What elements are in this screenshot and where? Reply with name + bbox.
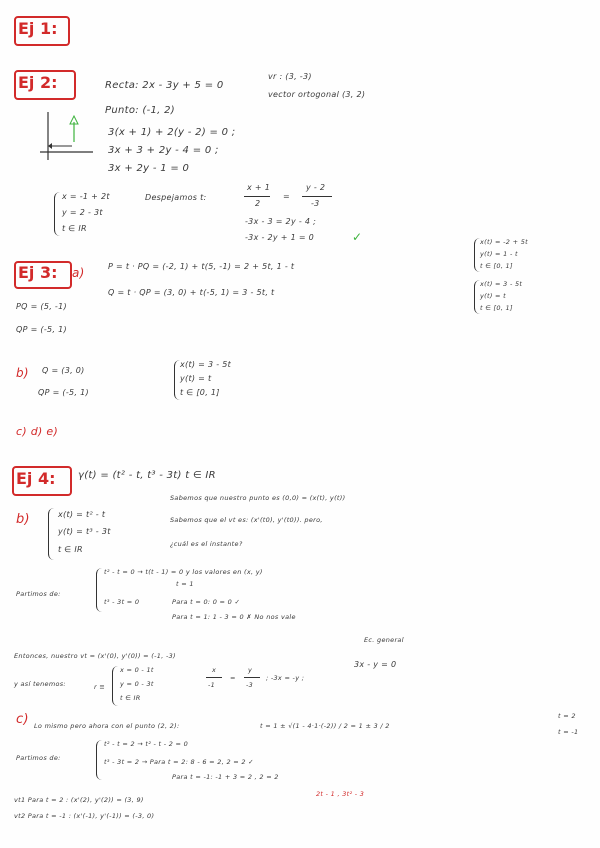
ej3-part-b: b)	[16, 366, 29, 380]
ej3-part-a: a)	[72, 266, 85, 280]
ej2-param-y: y = 2 - 3t	[62, 208, 103, 217]
ej4-note2: Sabemos que el vt es: (x'(t0), y'(t0)). pero,	[170, 516, 323, 524]
ej2-eq2: 3x + 3 + 2y - 4 = 0 ;	[108, 145, 219, 156]
ej3-heading: Ej 3:	[18, 263, 58, 282]
ej4-sys-y: y(t) = t³ - 3t	[58, 527, 111, 536]
ej4-r-result: ; -3x = -y ;	[266, 674, 305, 682]
ej4-r-equals: =	[230, 674, 236, 682]
ej4-ecuacion-general-label: Ec. general	[364, 636, 404, 644]
ej4-cond2: t³ - 3t = 0	[104, 598, 140, 606]
ej4-c-eq3: Para t = -1: -1 + 3 = 2 , 2 = 2	[172, 773, 279, 781]
ej3-b-t: t ∈ [0, 1]	[180, 388, 220, 397]
ej4-c-formula: t = 1 ± √(1 - 4·1·(-2)) / 2 = 1 ± 3 / 2	[260, 722, 390, 730]
ej2-step1: -3x - 3 = 2y - 4 ;	[245, 217, 317, 226]
ej4-r-brace	[112, 666, 118, 706]
ej2-heading: Ej 2:	[18, 73, 58, 92]
ej4-c-eq1: t² - t = 2 → t² - t - 2 = 0	[104, 740, 189, 748]
ej4-note1: Sabemos que nuestro punto es (0,0) = (x(t), y(t))	[170, 494, 346, 502]
ej4-cond1b: t = 1	[176, 580, 194, 588]
ej4-r-label: r ≡	[94, 683, 106, 691]
ej4-derivative: 2t - 1 , 3t² - 3	[316, 790, 365, 798]
ej4-c-brace	[96, 740, 103, 780]
ej4-sys-t: t ∈ IR	[58, 545, 83, 554]
ej4-cond-brace	[96, 568, 103, 612]
ej4-c-t1: t = 2	[558, 712, 576, 720]
ej4-part-b: b)	[16, 512, 30, 527]
ej4-sys-brace	[48, 508, 55, 560]
ej4-para1: Para t = 1: 1 - 3 = 0 ✗ No nos vale	[172, 613, 296, 621]
ej2-param-brace	[54, 192, 61, 236]
ej2-param-t: t ∈ IR	[62, 224, 87, 233]
ej3-b-y: y(t) = t	[180, 374, 212, 383]
ej4-vt2: vt2 Para t = -1 : (x'(-1), y'(-1)) = (-3, 0)	[14, 812, 155, 820]
ej4-note3: ¿cuál es el instante?	[170, 540, 243, 548]
ej2-frac-left-bar	[244, 196, 270, 197]
ej3-b-x: x(t) = 3 - 5t	[180, 360, 232, 369]
ej2-frac-left-num: x + 1	[247, 183, 271, 192]
ej4-r-frac1-num: x	[212, 666, 217, 674]
ej3-QP: QP = (-5, 1)	[16, 325, 67, 334]
ej4-partimos: Partimos de:	[16, 590, 61, 598]
ej4-heading: Ej 4:	[16, 469, 56, 488]
ej1-heading: Ej 1:	[18, 19, 58, 38]
ej2-punto: Punto: (-1, 2)	[105, 105, 175, 116]
ej2-axes-sketch	[38, 110, 98, 165]
ej2-despejamos: Despejamos t:	[145, 193, 207, 202]
ej4-r-frac1-bar	[206, 677, 222, 678]
ej3-side2-x: x(t) = 3 - 5t	[480, 280, 523, 288]
ej2-vector-ortogonal: vector ortogonal (3, 2)	[268, 90, 366, 99]
ej3-Q-b: Q = (3, 0)	[42, 366, 85, 375]
ej2-frac-right-bar	[302, 196, 332, 197]
ej4-r-frac2-bar	[244, 677, 260, 678]
ej3-Q-line: Q = t · QP = (3, 0) + t(-5, 1) = 3 - 5t, t	[108, 288, 275, 297]
ej4-ecuacion-general: 3x - y = 0	[354, 660, 397, 669]
ej2-step2: -3x - 2y + 1 = 0	[245, 233, 315, 242]
ej2-eq1: 3(x + 1) + 2(y - 2) = 0 ;	[108, 127, 236, 138]
ej3-P-line: P = t · PQ = (-2, 1) + t(5, -1) = 2 + 5t, 1 - t	[108, 262, 295, 271]
ej4-r-y: y = 0 - 3t	[120, 680, 154, 688]
ej2-recta: Recta: 2x - 3y + 5 = 0	[105, 80, 224, 91]
ej3-QP-b: QP = (-5, 1)	[38, 388, 89, 397]
ej4-cond1: t² - t = 0 → t(t - 1) = 0 y los valores en (x, y)	[104, 568, 263, 576]
ej3-PQ: PQ = (5, -1)	[16, 302, 67, 311]
ej3-side1-y: y(t) = 1 - t	[480, 250, 518, 258]
ej4-c-eq2: t³ - 3t = 2 → Para t = 2: 8 - 6 = 2, 2 = 2 ✓	[104, 758, 254, 766]
ej3-side2-y: y(t) = t	[480, 292, 506, 300]
ej3-part-c: c) d) e)	[16, 425, 59, 438]
ej4-r-frac1-den: -1	[208, 681, 216, 689]
ej2-check-mark: ✓	[352, 230, 363, 244]
ej4-r-x: x = 0 - 1t	[120, 666, 154, 674]
ej4-r-frac2-den: -3	[246, 681, 254, 689]
ej2-param-x: x = -1 + 2t	[62, 192, 110, 201]
ej4-curve: γ(t) = (t² - t, t³ - 3t) t ∈ IR	[78, 470, 216, 481]
ej2-vector: vr : (3, -3)	[268, 72, 312, 81]
ej2-frac-left-den: 2	[255, 199, 261, 208]
ej2-eq3: 3x + 2y - 1 = 0	[108, 163, 190, 174]
ej3-side2-t: t ∈ [0, 1]	[480, 304, 513, 312]
ej4-part-c: c)	[16, 712, 29, 727]
ej4-c-t2: t = -1	[558, 728, 579, 736]
ej3-side1-t: t ∈ [0, 1]	[480, 262, 513, 270]
ej4-para0: Para t = 0: 0 = 0 ✓	[172, 598, 241, 606]
ej2-frac-equals: =	[283, 192, 291, 201]
ej4-c-note: Lo mismo pero ahora con el punto (2, 2):	[34, 722, 180, 730]
ej4-vt1: vt1 Para t = 2 : (x'(2), y'(2)) = (3, 9)	[14, 796, 144, 804]
ej4-r-t: t ∈ IR	[120, 694, 141, 702]
ej2-frac-right-num: y - 2	[306, 183, 326, 192]
ej4-tenemos: y así tenemos:	[14, 680, 66, 688]
ej3-side1-x: x(t) = -2 + 5t	[480, 238, 528, 246]
ej4-r-frac2-num: y	[248, 666, 253, 674]
ej4-sys-x: x(t) = t² - t	[58, 510, 106, 519]
ej4-entonces: Entonces, nuestro vt = (x'(0), y'(0)) = (-1, -3)	[14, 652, 176, 660]
ej2-frac-right-den: -3	[311, 199, 320, 208]
ej4-c-partimos: Partimos de:	[16, 754, 61, 762]
